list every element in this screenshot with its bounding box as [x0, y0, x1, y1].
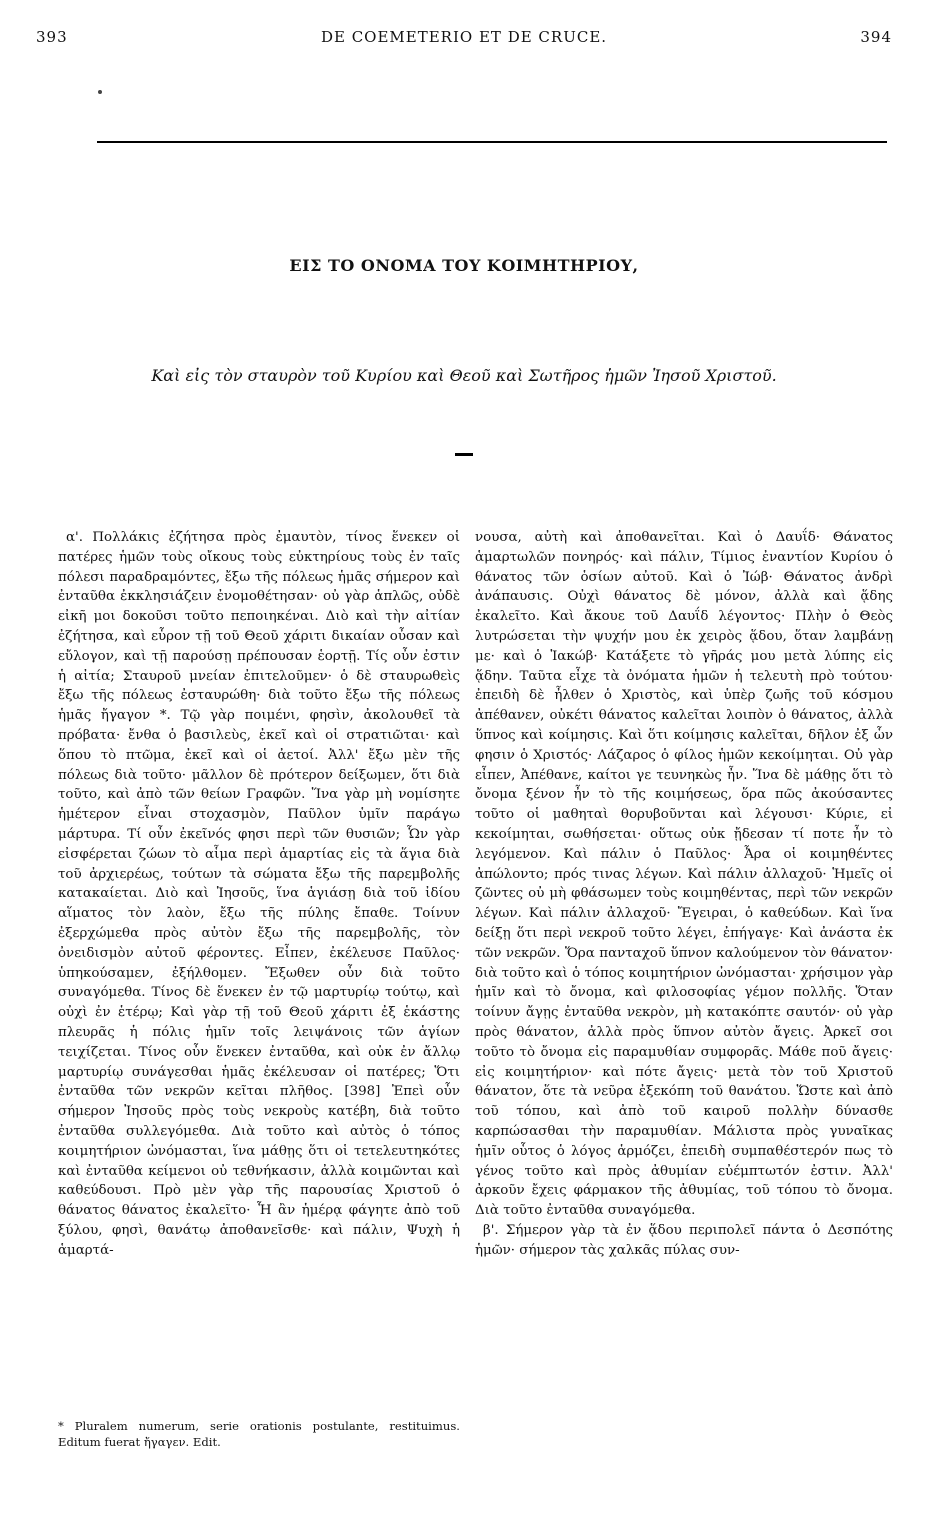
stray-mark — [98, 90, 102, 94]
section-subtitle: Καὶ εἰς τὸν σταυρὸν τοῦ Κυρίου καὶ Θεοῦ καὶ Σωτῆρος ἡμῶν Ἰησοῦ Χριστοῦ. — [151, 366, 777, 385]
running-title: DE COEMETERIO ET DE CRUCE. — [320, 28, 608, 46]
separator-dash — [455, 453, 473, 456]
left-column — [58, 528, 460, 1260]
page-number-left: 393 — [36, 28, 68, 46]
header-rule — [97, 141, 887, 143]
running-head — [36, 28, 892, 54]
page-number-right: 394 — [860, 28, 892, 46]
paragraph: β'. Σήμερον γὰρ τὰ ἐν ᾅδου περιπολεῖ πάντα ὁ Δεσπότης ἡμῶν· σήμερον τὰς χαλκᾶς πύλας συν- — [475, 1222, 893, 1258]
section-title: ΕΙΣ ΤΟ ΟΝΟΜΑ ΤΟΥ ΚΟΙΜΗΤΗΡΙΟΥ, — [289, 256, 639, 275]
footnote: * Pluralem numerum, serie orationis postulante, restituimus. Editum fuerat ἤγαγεν. Edit. — [58, 1419, 460, 1449]
right-column — [475, 528, 893, 1260]
paragraph: νουσα, αὐτὴ καὶ ἀποθανεῖται. Καὶ ὁ Δαυΐδ· Θάνατος ἁμαρτωλῶν πονηρός· καὶ πάλιν, Τίμιος ἐναντίον Κυρίου ὁ θάνατος τῶν ὁσίων αὐτοῦ. Καὶ ὁ Ἰώβ· Θάνατος ἀνδρὶ ἀνάπαυσις. Οὐχὶ θάνατος δὲ μόνον, ἀλλὰ καὶ ᾅδης ἐκαλεῖτο. Καὶ ἄκουε τοῦ Δαυΐδ λέγοντος· Πλὴν ὁ Θεὸς λυτρώσεται τὴν ψυχήν μου ἐκ χειρὸς ᾅδου, ὅταν λαμβάνῃ με· καὶ ὁ Ἰακώβ· Κατάξετε τὸ γῆράς μου μετὰ λύπης εἰς ᾅδην. Ταῦτα εἶχε τὰ ὀνόματα ἡμῶν ἡ τελευτὴ πρὸ τούτου· ἐπειδὴ δὲ ἦλθεν ὁ Χριστὸς, καὶ ὑπὲρ ζωῆς τοῦ κόσμου ἀπέθανεν, οὐκέτι θάνατος καλεῖται λοιπὸν ὁ θάνατος, ἀλλὰ ὕπνος καὶ κοίμησις. Καὶ ὅτι κοίμησις καλεῖται, δῆλον ἐξ ὧν φησιν ὁ Χριστός· Λάζαρος ὁ φίλος ἡμῶν κεκοίμηται. Οὐ γὰρ εἶπεν, Ἀπέθανε, καίτοι γε τευνηκὼς ἦν. Ἵνα δὲ μάθῃς ὅτι τὸ ὄνομα ξένον ἦν τὸ τῆς κοιμήσεως, ὅρα πῶς ἀκούσαντες τοῦτο οἱ μαθηταὶ θορυβοῦνται καὶ λέγουσι· Κύριε, εἰ κεκοίμηται, σωθήσεται· οὕτως οὐκ ᾔδεσαν τί ποτε ἦν τὸ λεγόμενον. Καὶ πάλιν ὁ Παῦλος· Ἆρα οἱ κοιμηθέντες ἀπώλοντο; πρός τινας λέγων. Καὶ πάλιν ἀλλαχοῦ· Ἡμεῖς οἱ ζῶντες οὐ μὴ φθάσωμεν τοὺς κοιμηθέντας, περὶ τῶν νεκρῶν λέγων. Καὶ πάλιν ἀλλαχοῦ· Ἔγειραι, ὁ καθεύδων. Καὶ ἵνα δείξῃ ὅτι περὶ νεκροῦ τοῦτο λέγει, ἐπήγαγε· Καὶ ἀνάστα ἐκ τῶν νεκρῶν. Ὅρα πανταχοῦ ὕπνον καλούμενον τὸν θάνατον· διὰ τοῦτο καὶ ὁ τόπος κοιμητήριον ὠνόμασται· χρήσιμον γὰρ ἡμῖν καὶ τὸ ὄνομα, καὶ φιλοσοφίας γέμον πολλῆς. Ὅταν τοίνυν ἄγῃς ἐνταῦθα νεκρὸν, μὴ κατακόπτε σαυτόν· οὐ γὰρ πρὸς θάνατον, ἀλλὰ πρὸς ὕπνον αὐτὸν ἄγεις. Ἀρκεῖ σοι τοῦτο τὸ ὄνομα εἰς παραμυθίαν συμφορᾶς. Μάθε ποῦ ἄγεις· εἰς κοιμητήριον· καὶ πότε ἄγεις· μετὰ τὸν τοῦ Χριστοῦ θάνατον, ὅτε τὰ νεῦρα ἐξεκόπη τοῦ θανάτου. Ὥστε καὶ ἀπὸ τοῦ τόπου, καὶ ἀπὸ τοῦ καιροῦ πολλὴν δύνασθε καρπώσασθαι τὴν παραμυθίαν. Μάλιστα πρὸς γυναῖκας ἡμῖν οὗτος ὁ λόγος ἁρμόζει, ἐπειδὴ συμπαθέστερόν πως τὸ γένος τοῦτο καὶ πρὸς ἀθυμίαν εὐέμπτωτόν ἐστιν. Ἀλλ' ἀρκοῦν ἔχεις φάρμακον τῆς ἀθυμίας, τοῦ τόπου τὸ ὄνομα. Διὰ τοῦτο ἐνταῦθα συναγόμεθα. — [475, 530, 893, 1219]
paragraph: α'. Πολλάκις ἐζήτησα πρὸς ἐμαυτὸν, τίνος ἕνεκεν οἱ πατέρες ἡμῶν τοὺς οἴκους τοὺς εὐκτηρίους τοὺς ἐν ταῖς πόλεσι παραδραμόντες, ἔξω τῆς πόλεως ἡμᾶς σήμερον καὶ ἐνταῦθα ἐκκλησιάζειν ἐνομοθέτησαν· οὐ γὰρ ἁπλῶς, οὐδὲ εἰκῆ μοι δοκοῦσι τοῦτο πεποιηκέναι. Διὸ καὶ τὴν αἰτίαν ἐζήτησα, καὶ εὗρον τῇ τοῦ Θεοῦ χάριτι δικαίαν οὖσαν καὶ εὔλογον, καὶ τῇ παρούσῃ πρέπουσαν ἑορτῇ. Τίς οὖν ἐστιν ἡ αἰτία; Σταυροῦ μνείαν ἐπιτελοῦμεν· ὁ δὲ σταυρωθεὶς ἔξω τῆς πόλεως ἐσταυρώθη· διὰ τοῦτο ἔξω τῆς πόλεως ἡμᾶς ἤγαγον *. Τῷ γὰρ ποιμένι, φησὶν, ἀκολουθεῖ τὰ πρόβατα· ἔνθα ὁ βασιλεὺς, ἐκεῖ καὶ οἱ στρατιῶται· καὶ ὅπου τὸ πτῶμα, ἐκεῖ καὶ οἱ ἀετοί. Ἀλλ' ἔξω μὲν τῆς πόλεως διὰ τοῦτο· μᾶλλον δὲ πρότερον δείξωμεν, ὅτι διὰ τοῦτο, καὶ ἀπὸ τῶν θείων Γραφῶν. Ἵνα γὰρ μὴ νομίσητε ἡμέτερον εἶναι στοχασμὸν, Παῦλον ὑμῖν παράγω μάρτυρα. Τί οὖν ἐκεῖνός φησι περὶ τῶν θυσιῶν; Ὧν γὰρ εἰσφέρεται ζώων τὸ αἷμα περὶ ἁμαρτίας εἰς τὰ ἅγια διὰ τοῦ ἀρχιερέως, τούτων τὰ σώματα ἔξω τῆς παρεμβολῆς κατακαίεται. Διὸ καὶ Ἰησοῦς, ἵνα ἁγιάσῃ διὰ τοῦ ἰδίου αἵματος τὸν λαὸν, ἔξω τῆς πύλης ἔπαθε. Τοίνυν ἐξερχώμεθα πρὸς αὐτὸν ἔξω τῆς παρεμβολῆς, τὸν ὀνειδισμὸν αὐτοῦ φέροντες. Εἶπεν, ἐκέλευσε Παῦλος· ὑπηκούσαμεν, ἐξήλθομεν. Ἔξωθεν οὖν διὰ τοῦτο συναγόμεθα. Τίνος δὲ ἕνεκεν ἐν τῷ μαρτυρίῳ τούτῳ, καὶ οὐχὶ ἐν ἑτέρῳ; Καὶ γὰρ τῇ τοῦ Θεοῦ χάριτι ἐξ ἑκάστης πλευρᾶς ἡ πόλις ἡμῖν τοῖς λειψάνοις τῶν ἁγίων τειχίζεται. Τίνος οὖν ἕνεκεν ἐνταῦθα, καὶ οὐκ ἐν ἄλλῳ μαρτυρίῳ συνάγεσθαι ἡμᾶς ἐκέλευσαν οἱ πατέρες; Ὅτι ἐνταῦθα τῶν νεκρῶν κεῖται πλῆθος. [398] Ἐπεὶ οὖν σήμερον Ἰησοῦς πρὸς τοὺς νεκροὺς κατέβη, διὰ τοῦτο ἐνταῦθα συλλεγόμεθα. Διὰ τοῦτο καὶ αὐτὸς ὁ τόπος κοιμητήριον ὠνόμασται, ἵνα μάθῃς ὅτι οἱ τετελευτηκότες καὶ ἐνταῦθα κείμενοι οὐ τεθνήκασιν, ἀλλὰ κοιμῶνται καὶ καθεύδουσι. Πρὸ μὲν γὰρ τῆς παρουσίας Χριστοῦ ὁ θάνατος θάνατος ἐκαλεῖτο· Ἧ ἂν ἡμέρᾳ φάγητε ἀπὸ τοῦ ξύλου, φησὶ, θανάτῳ ἀποθανεῖσθε· καὶ πάλιν, Ψυχὴ ἡ ἁμαρτά- — [58, 530, 460, 1258]
